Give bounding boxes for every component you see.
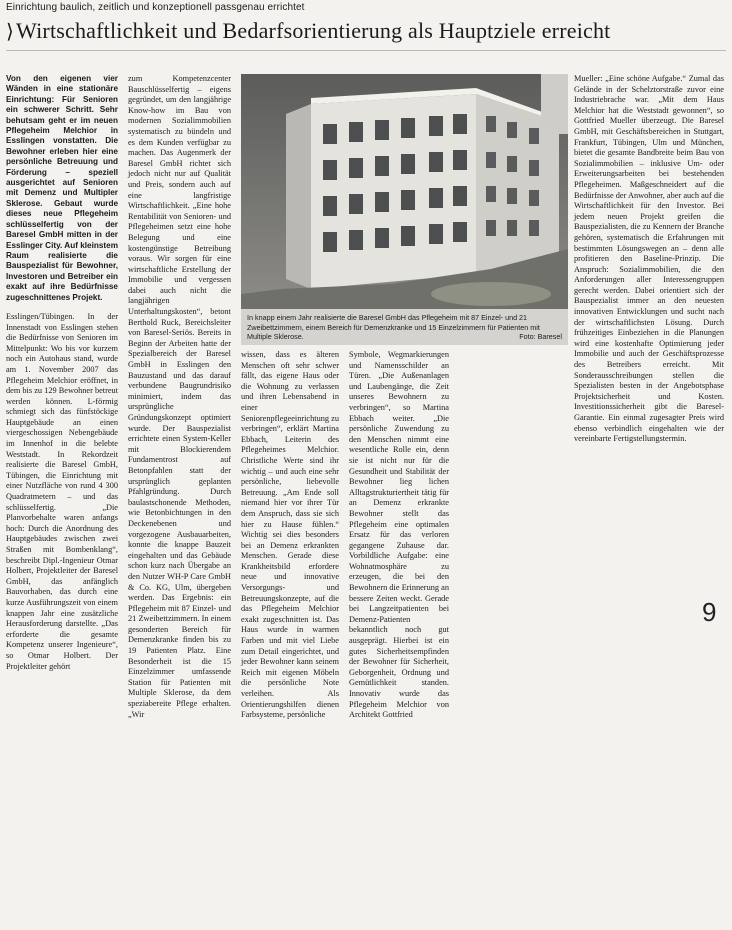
article-kicker	[6, 2, 506, 13]
article-photo	[241, 74, 568, 309]
building-photo-image	[241, 74, 568, 309]
column-5	[458, 350, 566, 930]
page-number: 9	[702, 597, 717, 627]
article-lead: Von den eigenen vier Wänden in eine stationäre Einrichtung: Für Senioren ein schwerer Schritt. Sehr behutsam geht er im neuen Pflegeheim Melchior in Esslingen vonstatten. Die Bewohner erleben hier eine persönliche Betreuung und Förderung – speziell ausgerichtet auf Senioren mit Demenz und Multipler Sklerose. Gebaut wurde dieses neue Pflegeheim schlüsselfertig von der Baresel GmbH mitten in der Esslinger City. Auf kleinstem Raum realisierte die Bauspezialist für Bewohner, Investoren und Betreiber ein exakt auf ihre Bedürfnisse zugeschnittenes Projekt.	[6, 74, 118, 302]
column-4	[349, 350, 449, 930]
photo-caption-bar	[241, 309, 568, 345]
column-3	[241, 350, 339, 930]
headline-text: Wirtschaftlichkeit und Bedarfsorientierung als Hauptziele erreicht	[16, 18, 611, 43]
column-2	[128, 74, 231, 719]
headline-rule	[6, 50, 726, 51]
headline-bullet-icon: ⟩	[6, 21, 15, 43]
column-3-body: wissen, dass es älteren Menschen oft sehr schwer fällt, das eigene Haus oder die Wohnung zu verlassen und ihren Lebensabend in einer Seniorenpflegeeinrichtung zu verbringen“, erklärt Martina Ebbach, Leiterin des Pflegeheimes Melchior. Christliche Werte sind ihr wichtig – und auch eine sehr persönliche, liebevolle Betreuung. „Am Ende soll niemand hier vor ihrer Tür dem Anspruch, dass sie sich hier zu Hause fühlen.“ Wichtig sei dies besonders bei an Demenz erkrankten Menschen. Gerade diese Krankheitsbild erfordere neue und innovative Versorgungs- und Betreuungskonzepte, auf die das Pflegeheim Melchior exakt zugeschnitten ist. Das Haus wurde in warmen Farben und mit viel Liebe zum Detail eingerichtet, und jeder Bewohner kann seinem Reich mit eigenen Möbeln die persönliche Note verleihen. Als Orientierungshilfen dienen Farbsysteme, persönliche	[241, 350, 339, 720]
column-1	[6, 74, 118, 671]
column-6-body: Mueller: „Eine schöne Aufgabe.“ Zumal das Gelände in der Schelztorstraße zuvor eine Industriebrache war. „Mit dem Haus Melchior hat die Weststadt gewonnen“, so Gottfried Mueller überzeugt. Die Baresel GmbH, mit Geschäftsbereichen in Stuttgart, Frankfurt, Tübingen, Ulm und München, bietet die gesamte Bandbreite beim Bau von Sozialimmobilien – inklusive Um- oder Erweiterungsarbeiten bei bestehenden Pflegeheimen. Maßgeschneidert auf die Bedürfnisse der Anwohner, aber auch auf die Wirtschaftlichkeit für den Investor. Bei jedem neuen Projekt greifen die Bauspezialisten, die zu Kennern der Branche gehören, systematisch die Erfahrungen mit bestimmten Lösungswegen an – denn alle profitieren den Baseline-Prinzip. Die Anspruch: Sozialimmobilien, die den Anforderungen aller Interessengruppen gerecht werden. Dabei orientiert sich der Bauspezialist immer an den neuesten innovativen Entwicklungen und sucht nach der wirtschaftlichsten Lösung. Durch frühzeitiges Einbeziehen in die Planungen wird eine kostenhafte Optimierung jeder Immobilie und auch der Geschäftsprozesse des Betreibers erreicht. Mit Sonderausschreibungen stellen die Spezialisten besten in der Angebotsphase Projektsicherheit und Kosten. Investitionssicherheit gibt die Baresel-Garantie. Ein einmal zugesagter Preis wird ebenso verbindlich eingehalten wie der vereinbarte Fertigstellungstermin.	[574, 74, 724, 444]
column-2-body: zum Kompetenzcenter Bauschlüsselfertig – eigens gegründet, um den langjährige Know-how im Bau von modernen Sozialimmobilien systematisch zu bündeln und es dem Kunden verfügbar zu machen. Das Augenmerk der Baresel GmbH richtet sich jedoch nicht nur auf Qualität und Preis, sondern auch auf eine langfristige Wirtschaftlichkeit. „Eine hohe Rentabilität von Senioren- und Pflegeheimen setzt eine hohe Belegung und eine kostengünstige Betreibung voraus. Wir sorgen für eine wirtschaftliche Erstellung der Immobilie und vergessen dabei auch nicht die langjährigen Unterhaltungskosten“, betont Berthold Ruck, Bereichsleiter von Baresel-Seriös. Bereits in Beginn der Arbeiten hatte der Spezialbereich der Baresel GmbH in Esslingen den Bauzustand und das darauf verbundene Baugrundrisiko minimiert, indem das ursprüngliche Gründungskonzept optimiert wurde. Der Bauspezialist errichtete einen System-Keller mit Blockierendem Fundamentrost auf Betonpfahlen statt der ursprünglich geplanten Pfahlgründung. Durch baulastschonende Methoden, wie Betonbichtungen in den Deckenebenen und vorgezogene Ausbauarbeiten, konnte die knappe Bauzeit eingehalten und das Gebäude schon kurz nach Übergabe an den Nutzer WH-P Care GmbH & Co. KG, Ulm, übergeben werden. Das Ergebnis: ein Pflegeheim mit 87 Einzel- und 21 Zweibettzimmern. In einem gesonderten Bereich für Demenzkranke finden bis zu 19 Patienten Platz. Eine Besonderheit ist die 15 Einzelzimmer umfassende Station für Patienten mit Multiple Sklerose, da dem speziabereite Pflege erhalten. „Wir	[128, 74, 231, 719]
column-4-body: Symbole, Wegmarkierungen und Namensschilder an Türen. „Die Außenanlagen und Laubengänge, die Zeit unseres Bewohnern zu verbringen“, so Martina Ebbach weiter. „Die persönliche Zuwendung zu den Menschen nimmt eine wesentliche Rolle ein, denn sie ist nicht nur für die Gesundheit und Stabilität der Bewohner lieg lichen Alltagstrukturiertheit tätig für an Demenz erkrankte Bewohner stellt das Pflegeheim eine optimalen Ersatz für das verloren gegangene Zuhause dar. Vorbildliche Aufgabe: eine Wohnatmosphäre zu erzeugen, die bei den Bewohnern die Erinnerung an bessere Zeiten weckt. Gerade bei Langzeitpatienten bei Demenz-Patienten bekanntlich noch gut ausgeprägt. Hierbei ist ein gutes Sicherheitsempfinden der Bewohner für Sicherheit, Geborgenheit, Ordnung und Gemütlichkeit standen. Innovativ wurde das Pflegeheim Melchior von Architekt Gottfried	[349, 350, 449, 720]
article-headline	[6, 18, 726, 45]
kicker-text: Einrichtung baulich, zeitlich und konzeptionell passgenau errichtet	[6, 2, 305, 13]
column-1-body: Esslingen/Tübingen. In der Innenstadt von Esslingen stehen die Bedürfnisse von Senioren im Mittelpunkt: Wo bis vor kurzem noch ein Autohaus stand, wurde am 1. November 2007 das Pflegeheim Melchior eröffnet, in dem bis zu 129 Bewohner betreut werden können. L-förmig schmiegt sich das fünfstöckige Hauptgebäude an einen viergeschossigen Nebengebäude im Innenhof in die belebte Weststadt. In Rekordzeit realisierte die Baresel GmbH, Tübingen, die Einrichtung mit einer Nutzfläche von rund 4 300 Quadratmetern – und das schlüsselfertig. „Die Planvorbehalte waren anfangs hoch: Durch die Anordnung des Hauptgebäudes zwischen zwei Straßen mit Bombenklang“, beschreibt Dipl.-Ingenieur Otmar Holbert, Projektleiter der Baresel GmbH, das anfänglich Bauvorhaben, das durch eine kurze Ausführungszeit von einem knappen Jahr eine zusätzliche Herausforderung darstellte. „Das erforderte die gesamte Kompetenz unserer Ingenieure“, so Otmar Holbert. Der Projektleiter gehört	[6, 311, 118, 671]
photo-credit: Foto: Baresel	[519, 331, 562, 341]
photo-caption: In knapp einem Jahr realisierte die Baresel GmbH das Pflegeheim mit 87 Einzel- und 21 Zweibettzimmern, einem Bereich für Demenzkranke und 15 Einzelzimmern für Patienten mit Multiple Sklerose.	[247, 313, 540, 341]
column-6	[574, 74, 724, 654]
